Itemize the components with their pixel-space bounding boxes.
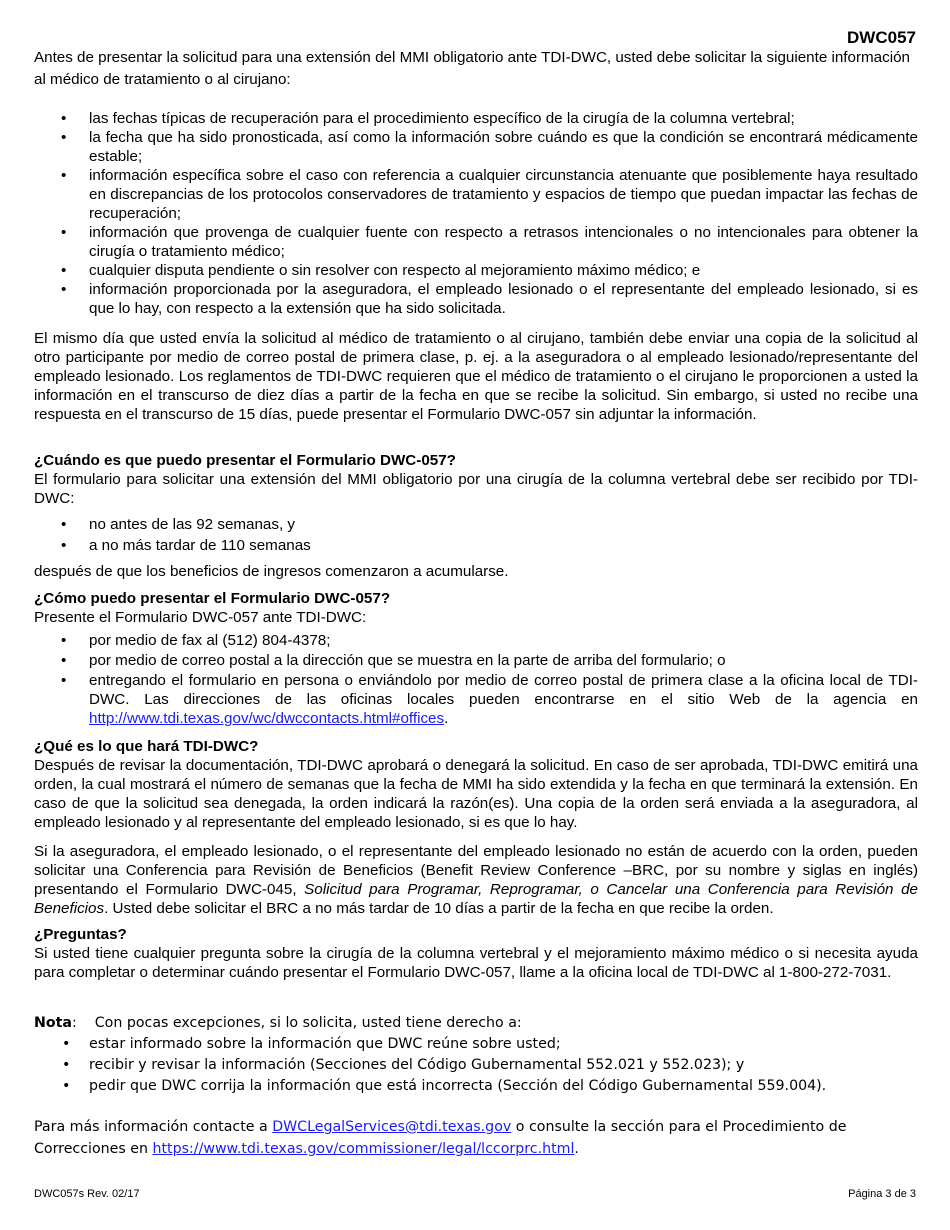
- list-item: • entregando el formulario en persona o enviándolo por medio de correo postal de primera clase a la oficina local de TDI-DWC. Las direcciones de las oficinas locales pueden encontrarse en el sitio Web de la agencia en http://www.tdi.texas.gov/wc/dwccontacts.html#offices.: [61, 672, 918, 727]
- offices-link[interactable]: http://www.tdi.texas.gov/wc/dwccontacts.html#offices: [89, 710, 445, 727]
- list-item: • cualquier disputa pendiente o sin resolver con respecto al mejoramiento máximo médico; e: [61, 262, 701, 279]
- list-item: • información proporcionada por la aseguradora, el empleado lesionado o el representante del empleado lesionado, si es que lo hay, con respecto a la extensión que ha sido solicitada.: [61, 281, 918, 317]
- list-item: • recibir y revisar la información (Secciones del Código Gubernamental 552.021 y 552.023); y: [62, 1057, 745, 1073]
- note-intro: Nota: Con pocas excepciones, si lo solicita, usted tiene derecho a:: [34, 1015, 522, 1031]
- how-list: [34, 631, 918, 728]
- what-heading: ¿Qué es lo que hará TDI-DWC?: [34, 738, 259, 755]
- list-item: • la fecha que ha sido pronosticada, así como la información sobre cuándo es que la condición se encontrará médicamente estable;: [61, 129, 918, 165]
- list-item: • información específica sobre el caso con referencia a cualquier circunstancia atenuante que posiblemente haya resultado en discrepancias de los protocolos conservadores de tratamiento y espacios de tiempo que puedan impactar las fechas de recuperación;: [61, 167, 918, 222]
- how-section: [34, 589, 918, 728]
- list-item: • no antes de las 92 semanas, y: [61, 516, 296, 533]
- when-text: El formulario para solicitar una extensión del MMI obligatorio por una cirugía de la columna vertebral debe ser recibido por TDI-DWC:: [34, 471, 918, 507]
- how-heading: ¿Cómo puedo presentar el Formulario DWC-057?: [34, 590, 391, 607]
- questions-text: Si usted tiene cualquier pregunta sobre la cirugía de la columna vertebral y el mejoramiento máximo médico o si necesita ayuda para completar o determinar cuándo presentar el Formulario DWC-057, llame a la oficina local de TDI-DWC al 1-800-272-7031.: [34, 945, 918, 981]
- footer-revision: DWC057s Rev. 02/17: [34, 1188, 140, 1200]
- form-id: DWC057: [847, 28, 916, 47]
- list-item: • por medio de fax al (512) 804-4378;: [61, 632, 331, 649]
- note-list: [34, 1034, 918, 1097]
- form-title-italic: Solicitud para Programar, Reprogramar, o Cancelar una Conferencia para Revisión de Beneficios: [34, 881, 919, 917]
- note-label: Nota: [34, 1015, 72, 1031]
- questions-heading: ¿Preguntas?: [34, 926, 127, 943]
- list-item: • por medio de correo postal a la dirección que se muestra en la parte de arriba del formulario; o: [61, 652, 726, 669]
- corrections-link[interactable]: https://www.tdi.texas.gov/commissioner/legal/lccorprc.html: [152, 1141, 575, 1157]
- footer-page-number: Página 3 de 3: [848, 1188, 916, 1200]
- list-item: • información que provenga de cualquier fuente con respecto a retrasos intencionales o no intencionales para obtener la cirugía o tratamiento médico;: [61, 224, 918, 260]
- contact-paragraph: Para más información contacte a DWCLegalServices@tdi.texas.gov o consulte la sección para el Procedimiento de Correcciones en https://www.tdi.texas.gov/commissioner/legal/lccorprc.html.: [34, 1119, 847, 1157]
- list-item: • pedir que DWC corrija la información que está incorrecta (Sección del Código Gubernamental 559.004).: [62, 1078, 827, 1094]
- note-section: [34, 1013, 918, 1097]
- intro-text: Antes de presentar la solicitud para una extensión del MMI obligatorio ante TDI-DWC, usted debe solicitar la siguiente información al médico de tratamiento o al cirujano:: [34, 49, 910, 88]
- when-heading: ¿Cuándo es que puedo presentar el Formulario DWC-057?: [34, 452, 456, 469]
- list-item: • a no más tardar de 110 semanas: [61, 537, 311, 554]
- list-item: • estar informado sobre la información que DWC reúne sobre usted;: [62, 1036, 561, 1052]
- intro-list: [34, 109, 918, 318]
- copy-paragraph: El mismo día que usted envía la solicitud al médico de tratamiento o al cirujano, también debe enviar una copia de la solicitud al otro participante por medio de correo postal de primera clase, p. ej. a la aseguradora o al empleado lesionado/representante del empleado lesionado. Los reglamentos de TDI-DWC requieren que el médico de tratamiento o el cirujano le proporcionen a usted la información en el transcurso de diez días a partir de la fecha en que se recibe la solicitud. Sin embargo, si usted no recibe una respuesta en el transcurso de 15 días, puede presentar el Formulario DWC-057 sin adjuntar la información.: [34, 330, 918, 423]
- questions-section: [34, 925, 918, 982]
- list-item: • las fechas típicas de recuperación para el procedimiento específico de la cirugía de la columna vertebral;: [61, 110, 795, 127]
- what-paragraph-1: Después de revisar la documentación, TDI-DWC aprobará o denegará la solicitud. En caso de ser aprobada, TDI-DWC emitirá una orden, la cual mostrará el número de semanas que la fecha de MMI ha sido extendida y la fecha en que terminará la extensión. En caso de que la solicitud sea denegada, la orden indicará la razón(es). Una copia de la orden será enviada a la aseguradora, al empleado lesionado y al representante del empleado lesionado, si es que lo hay.: [34, 757, 918, 831]
- when-list: [34, 514, 918, 556]
- legal-email-link[interactable]: DWCLegalServices@tdi.texas.gov: [272, 1119, 512, 1135]
- when-after: después de que los beneficios de ingresos comenzaron a acumularse.: [34, 563, 509, 580]
- what-paragraph-2: Si la aseguradora, el empleado lesionado, o el representante del empleado lesionado no están de acuerdo con la orden, pueden solicitar una Conferencia para Revisión de Beneficios (Benefit Review Conference –BRC, por su nombre y siglas en inglés) presentando el Formulario DWC-045, Solicitud para Programar, Reprogramar, o Cancelar una Conferencia para Revisión de Beneficios. Usted debe solicitar el BRC a no más tardar de 10 días a partir de la fecha en que recibe la orden.: [34, 843, 919, 917]
- what-section: [34, 737, 918, 918]
- how-text: Presente el Formulario DWC-057 ante TDI-DWC:: [34, 609, 367, 626]
- when-section: [34, 451, 918, 581]
